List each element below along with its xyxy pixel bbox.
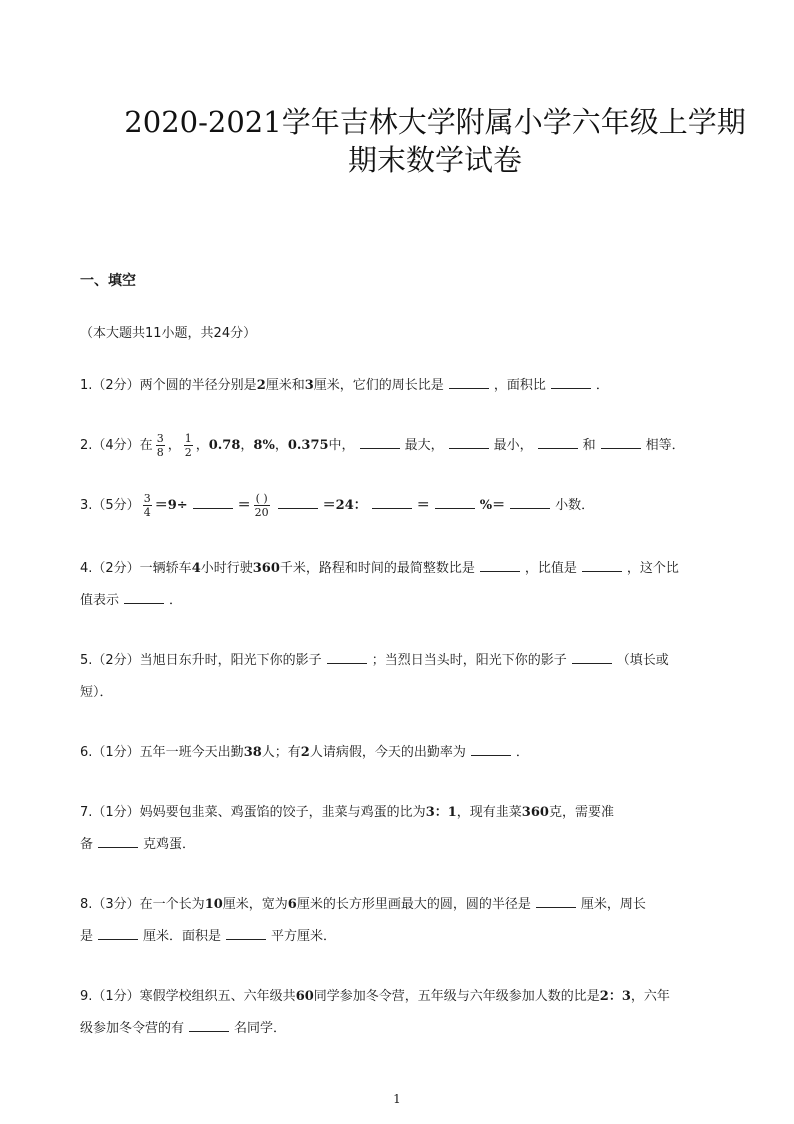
question-8: 8.（3分）在一个长为10厘米，宽为6厘米的长方形里画最大的圆，圆的半径是 厘米，周长 是 厘米．面积是 平方厘米． — [80, 897, 646, 944]
page-number: 1 — [393, 1092, 401, 1106]
answer-blank[interactable] — [189, 1019, 229, 1032]
answer-blank[interactable] — [327, 651, 367, 664]
question-5: 5.（2分）当旭日东升时，阳光下你的影子 ；当烈日当头时，阳光下你的影子 （填长或 短）． — [80, 653, 669, 700]
answer-blank[interactable] — [98, 927, 138, 940]
answer-blank[interactable] — [572, 651, 612, 664]
answer-blank[interactable] — [372, 496, 412, 509]
fraction: $\frac{3}{4}$ — [143, 492, 151, 519]
fraction: $\frac{3}{8}$ — [156, 432, 164, 459]
answer-blank[interactable] — [193, 496, 233, 509]
question-1: 1.（2分）两个圆的半径分别是2厘米和3厘米，它们的周长比是 ，面积比 ． — [80, 378, 609, 393]
answer-blank[interactable] — [551, 376, 591, 389]
page-title-line-1: 2020-2021学年吉林大学附属小学六年级上学期 — [124, 105, 746, 139]
question-4: 4.（2分）一辆轿车4小时行驶360千米，路程和时间的最简整数比是 ，比值是 ，这个比 值表示 ． — [80, 561, 679, 608]
question-7: 7.（1分）妈妈要包韭菜、鸡蛋馅的饺子，韭菜与鸡蛋的比为3：1，现有韭菜360克，需要准 备 克鸡蛋． — [80, 805, 614, 852]
answer-blank[interactable] — [471, 743, 511, 756]
answer-blank[interactable] — [601, 436, 641, 449]
answer-blank[interactable] — [360, 436, 400, 449]
answer-blank[interactable] — [480, 559, 520, 572]
question-2: 2.（4分）在 $\frac{3}{8}$ ， $\frac{1}{2}$ ，0.78，8%，0.375中， 最大， 最小， 和 相等． — [80, 432, 685, 459]
answer-blank[interactable] — [124, 591, 164, 604]
answer-blank[interactable] — [536, 895, 576, 908]
answer-blank[interactable] — [226, 927, 266, 940]
answer-blank[interactable] — [278, 496, 318, 509]
page-title-line-2: 期末数学试卷 — [347, 143, 522, 177]
answer-blank[interactable] — [510, 496, 550, 509]
question-9: 9.（1分）寒假学校组织五、六年级共60同学参加冬令营，五年级与六年级参加人数的比是2：3，六年 级参加冬令营的有 名同学． — [80, 989, 670, 1036]
question-3: 3.（5分） $\frac{3}{4}$ ＝9÷ ＝ $\frac{( )}{20}$ ＝24： ＝ %＝ 小数． — [80, 492, 595, 519]
answer-blank[interactable] — [449, 376, 489, 389]
question-6: 6.（1分）五年一班今天出勤38人；有2人请病假，今天的出勤率为 ． — [80, 745, 529, 760]
answer-blank[interactable] — [582, 559, 622, 572]
section-heading: 一、填空 — [80, 273, 136, 289]
fraction: $\frac{( )}{20}$ — [254, 492, 269, 519]
answer-blank[interactable] — [98, 835, 138, 848]
answer-blank[interactable] — [538, 436, 578, 449]
section-note: （本大题共11小题，共24分） — [80, 326, 257, 341]
fraction: $\frac{1}{2}$ — [184, 432, 192, 459]
answer-blank[interactable] — [449, 436, 489, 449]
answer-blank[interactable] — [435, 496, 475, 509]
